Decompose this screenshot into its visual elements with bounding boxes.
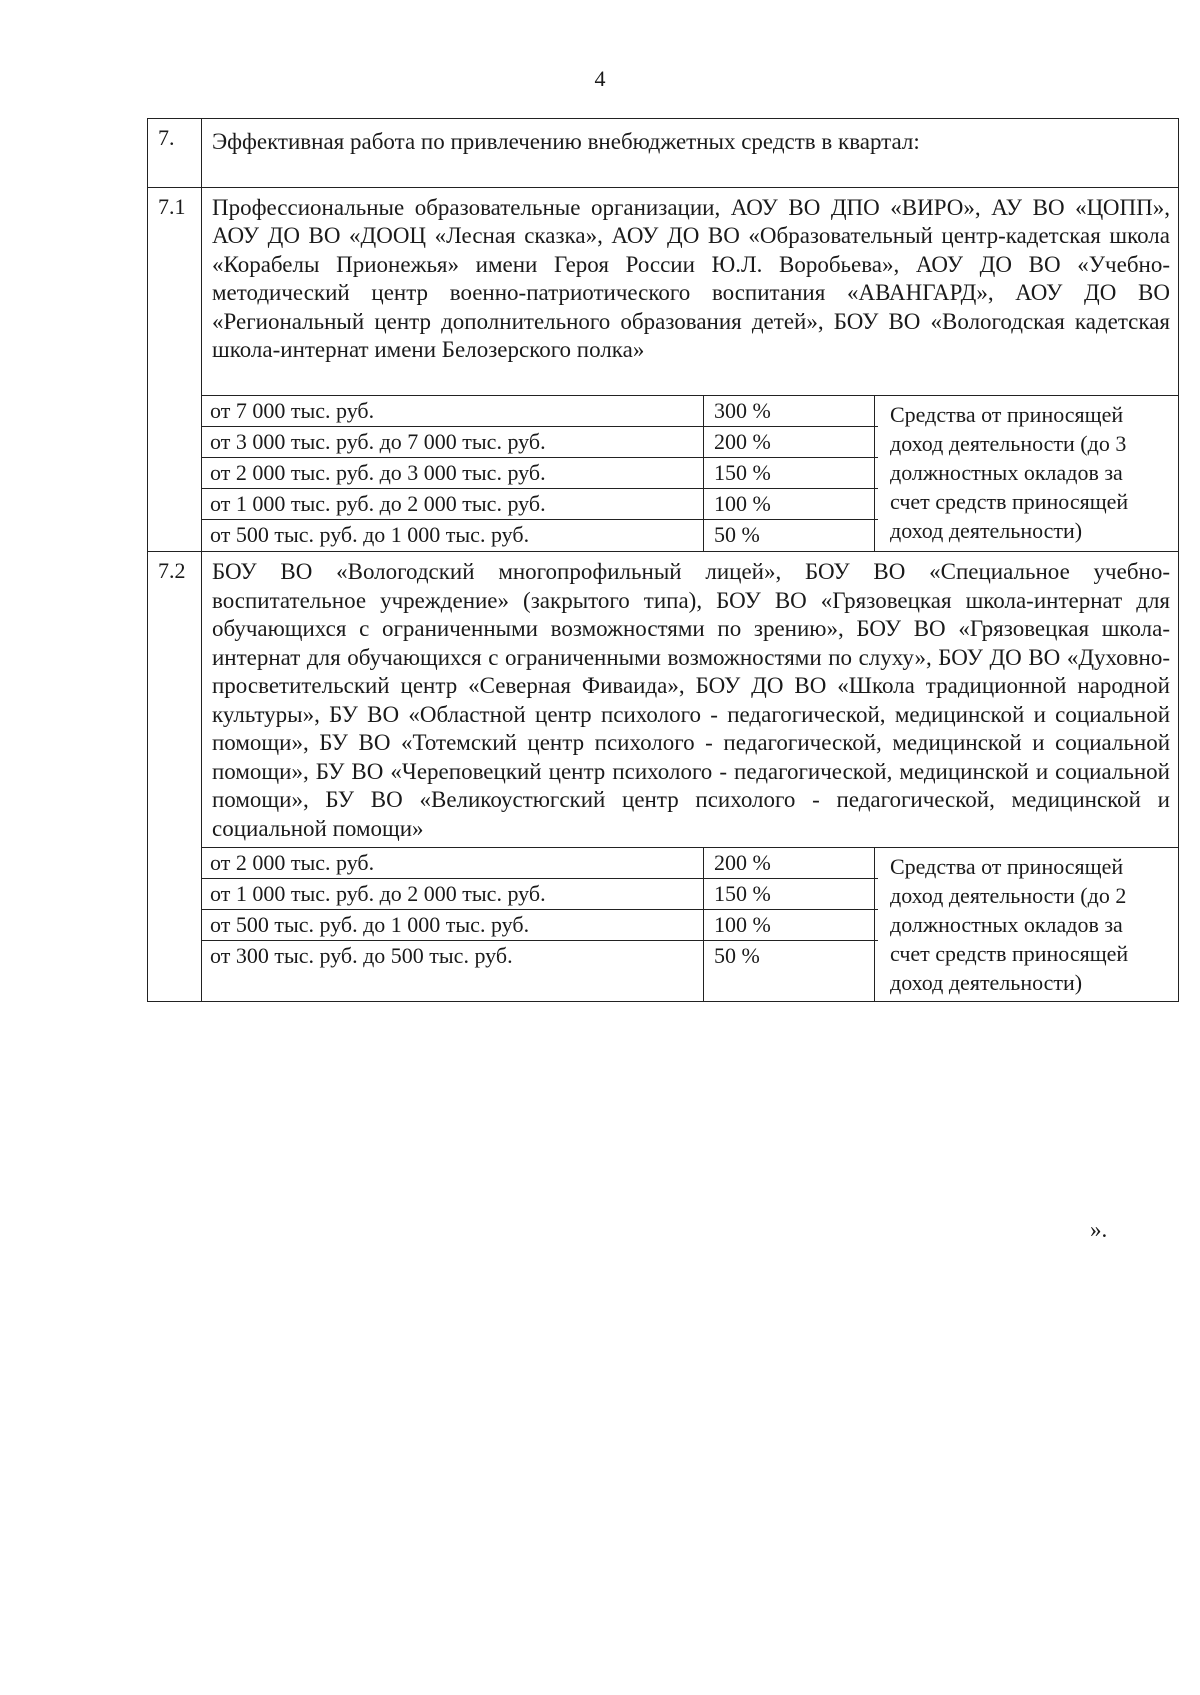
rate-row bbox=[202, 520, 878, 551]
rate-percent: 100 % bbox=[704, 910, 875, 940]
section-7-2-row bbox=[148, 552, 1178, 1001]
section-7-1-rates bbox=[202, 396, 1178, 551]
section-7-2-content bbox=[202, 552, 1178, 1001]
rate-threshold: от 3 000 тыс. руб. до 7 000 тыс. руб. bbox=[202, 427, 704, 457]
rate-row bbox=[202, 458, 878, 489]
rate-percent: 300 % bbox=[704, 396, 875, 426]
closing-quote: ». bbox=[1090, 1217, 1108, 1242]
rate-percent: 50 % bbox=[704, 520, 875, 551]
rate-threshold: от 2 000 тыс. руб. до 3 000 тыс. руб. bbox=[202, 458, 704, 488]
rate-percent: 50 % bbox=[704, 941, 875, 1001]
rate-percent: 150 % bbox=[704, 458, 875, 488]
page-number: 4 bbox=[594, 66, 606, 91]
rate-percent: 200 % bbox=[704, 848, 875, 878]
section-7-2-rates bbox=[202, 848, 1178, 1001]
rate-percent: 150 % bbox=[704, 879, 875, 909]
rate-row bbox=[202, 848, 878, 879]
rate-threshold: от 2 000 тыс. руб. bbox=[202, 848, 704, 878]
rate-row bbox=[202, 910, 878, 941]
rate-row bbox=[202, 941, 878, 1001]
rate-threshold: от 500 тыс. руб. до 1 000 тыс. руб. bbox=[202, 910, 704, 940]
section-7-2-rate-list bbox=[202, 848, 878, 1001]
rate-threshold: от 500 тыс. руб. до 1 000 тыс. руб. bbox=[202, 520, 704, 551]
criteria-table bbox=[147, 118, 1179, 1002]
section-7-title: Эффективная работа по привлечению внебюджетных средств в квартал: bbox=[212, 129, 920, 154]
rate-threshold: от 7 000 тыс. руб. bbox=[202, 396, 704, 426]
section-7-1-funding-note: Средства от приносящей доход деятельности (до 3 должностных окладов за счет средств приносящей доход деятельности) bbox=[890, 401, 1129, 544]
rate-threshold: от 1 000 тыс. руб. до 2 000 тыс. руб. bbox=[202, 879, 704, 909]
section-7-1-row bbox=[148, 188, 1178, 552]
section-7-2-number: 7.2 bbox=[148, 552, 202, 1001]
rate-row bbox=[202, 427, 878, 458]
section-7-1-organizations: Профессиональные образовательные организации, АОУ ВО ДПО «ВИРО», АУ ВО «ЦОПП», АОУ ДО ВО «ДООЦ «Лесная сказка», АОУ ДО ВО «Образовательный центр-кадетская школа «Корабелы Прионежья» имени Героя России Ю.Л. Воробьева», АОУ ДО ВО «Учебно-методический центр военно-патриотического воспитания «АВАНГАРД», АОУ ДО ВО «Региональный центр дополнительного образования детей», БОУ ВО «Вологодская кадетская школа-интернат имени Белозерского полка» bbox=[202, 188, 1178, 396]
section-7-1-content bbox=[202, 188, 1178, 551]
rate-threshold: от 300 тыс. руб. до 500 тыс. руб. bbox=[202, 941, 704, 1001]
section-7-row bbox=[148, 119, 1178, 188]
rate-threshold: от 1 000 тыс. руб. до 2 000 тыс. руб. bbox=[202, 489, 704, 519]
section-7-1-number: 7.1 bbox=[148, 188, 202, 551]
section-7-2-funding-note: Средства от приносящей доход деятельности (до 2 должностных окладов за счет средств приносящей доход деятельности) bbox=[890, 854, 1129, 996]
section-7-2-organizations: БОУ ВО «Вологодский многопрофильный лицей», БОУ ВО «Специальное учебно-воспитательное учреждение» (закрытого типа), БОУ ВО «Грязовецкая школа-интернат для обучающихся с ограниченными возможностями по зрению», БОУ ВО «Грязовецкая школа-интернат для обучающихся с ограниченными возможностями по слуху», БОУ ДО ВО «Духовно-просветительский центр «Северная Фиваида», БОУ ДО ВО «Школа традиционной народной культуры», БУ ВО «Областной центр психолого - педагогической, медицинской и социальной помощи», БУ ВО «Тотемский центр психолого - педагогической, медицинской и социальной помощи», БУ ВО «Череповецкий центр психолого - педагогической, медицинской и социальной помощи», БУ ВО «Великоустюгский центр психолого - педагогической, медицинской и социальной помощи» bbox=[202, 552, 1178, 848]
rate-row bbox=[202, 879, 878, 910]
section-7-content bbox=[202, 119, 1178, 187]
section-7-number: 7. bbox=[148, 119, 202, 187]
rate-row bbox=[202, 489, 878, 520]
rate-percent: 200 % bbox=[704, 427, 875, 457]
rate-percent: 100 % bbox=[704, 489, 875, 519]
section-7-1-rate-list bbox=[202, 396, 878, 551]
rate-row bbox=[202, 396, 878, 427]
